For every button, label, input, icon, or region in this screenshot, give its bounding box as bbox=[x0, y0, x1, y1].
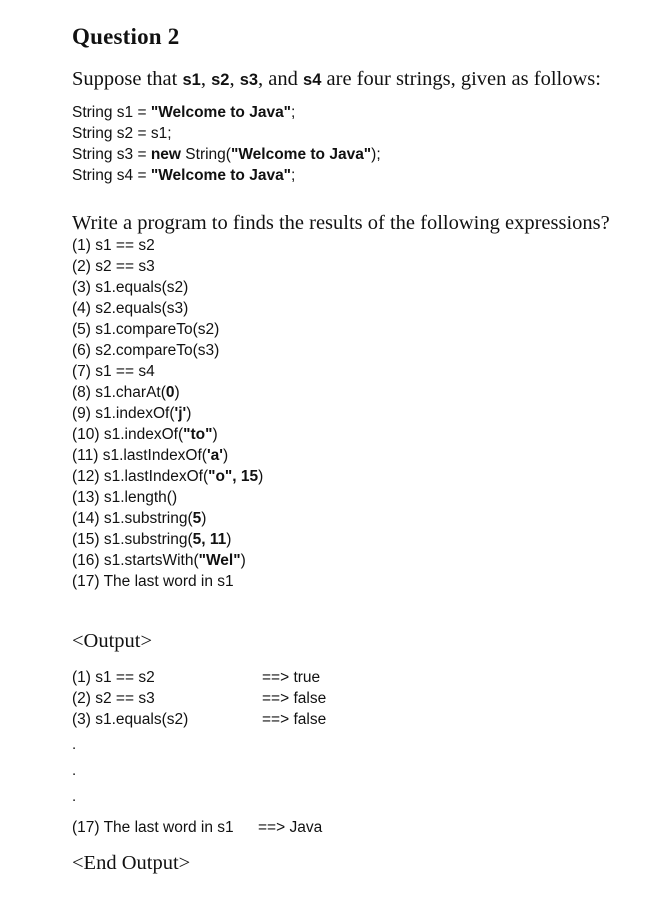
expression-item bbox=[72, 321, 219, 339]
output-result: ==> false bbox=[262, 711, 327, 728]
expression-text: (12) s1.lastIndexOf( bbox=[72, 468, 209, 485]
expression-text: (5) s1.compareTo(s2) bbox=[72, 321, 220, 338]
expression-argument: 5 bbox=[192, 510, 202, 527]
output-result-last: ==> Java bbox=[258, 819, 323, 836]
question-title: Question 2 bbox=[72, 24, 180, 49]
expression-text: ) bbox=[222, 447, 229, 464]
expression-text: ) bbox=[201, 510, 207, 527]
output-expression: (1) s1 == s2 bbox=[72, 669, 155, 686]
intro-sep1: , bbox=[200, 68, 212, 90]
expression-item bbox=[72, 573, 234, 591]
task-prompt: Write a program to finds the results of the following expressions? bbox=[72, 212, 610, 234]
expression-text: ) bbox=[186, 405, 192, 422]
var-s3: s3 bbox=[239, 71, 259, 89]
expression-text: ) bbox=[240, 552, 246, 569]
intro-prefix: Suppose that bbox=[72, 68, 183, 90]
code-text: String s1 = bbox=[72, 104, 151, 121]
code-line bbox=[72, 167, 295, 185]
expression-text: (9) s1.indexOf( bbox=[72, 405, 175, 422]
code-line bbox=[72, 146, 381, 164]
output-expression: (3) s1.equals(s2) bbox=[72, 711, 189, 728]
intro-sentence bbox=[72, 68, 601, 91]
output-expression: (2) s2 == s3 bbox=[72, 690, 155, 707]
expression-item bbox=[72, 258, 155, 276]
code-text: String( bbox=[181, 146, 231, 163]
expression-item bbox=[72, 426, 218, 444]
expression-argument: "Wel" bbox=[198, 552, 241, 569]
expression-item bbox=[72, 510, 206, 528]
expression-item bbox=[72, 447, 228, 465]
expression-argument: "o", 15 bbox=[208, 468, 259, 485]
code-literal: "Welcome to Java" bbox=[150, 167, 292, 184]
intro-suffix: are four strings, given as follows: bbox=[321, 68, 601, 90]
expression-text: ) bbox=[258, 468, 264, 485]
expression-argument: 0 bbox=[165, 384, 175, 401]
expression-argument: 5, 11 bbox=[192, 531, 227, 548]
expression-item bbox=[72, 489, 177, 507]
var-s1: s1 bbox=[182, 71, 201, 89]
expression-argument: 'a' bbox=[206, 447, 223, 464]
expression-item bbox=[72, 237, 155, 255]
expression-text: (16) s1.startsWith( bbox=[72, 552, 199, 569]
expression-text: (4) s2.equals(s3) bbox=[72, 300, 189, 317]
code-text: String s4 = bbox=[72, 167, 151, 184]
expression-text: ) bbox=[212, 426, 218, 443]
intro-sep3: , and bbox=[258, 68, 304, 90]
expression-text: (14) s1.substring( bbox=[72, 510, 193, 527]
expression-item bbox=[72, 405, 191, 423]
expression-text: (13) s1.length() bbox=[72, 489, 178, 506]
expression-item bbox=[72, 531, 231, 549]
expression-text: (6) s2.compareTo(s3) bbox=[72, 342, 220, 359]
code-text: ); bbox=[371, 146, 381, 163]
ellipsis-dot: . bbox=[72, 788, 77, 805]
expression-item bbox=[72, 342, 219, 360]
output-result: ==> false bbox=[262, 690, 327, 707]
expression-item bbox=[72, 384, 180, 402]
ellipsis-dot: . bbox=[72, 736, 77, 753]
end-output-label: <End Output> bbox=[72, 852, 191, 874]
code-text: String s2 = s1; bbox=[72, 125, 172, 142]
var-s4: s4 bbox=[303, 71, 322, 89]
expression-item bbox=[72, 552, 246, 570]
expression-text: (7) s1 == s4 bbox=[72, 363, 155, 380]
expression-item bbox=[72, 363, 155, 381]
expression-text: ) bbox=[174, 384, 180, 401]
expression-item bbox=[72, 468, 263, 486]
code-line bbox=[72, 104, 295, 122]
expression-item bbox=[72, 300, 188, 318]
intro-sep2: , bbox=[229, 68, 240, 90]
expression-text: (10) s1.indexOf( bbox=[72, 426, 184, 443]
expression-text: (11) s1.lastIndexOf( bbox=[72, 447, 207, 464]
expression-text: (17) The last word in s1 bbox=[72, 573, 234, 590]
expression-text: (1) s1 == s2 bbox=[72, 237, 155, 254]
code-keyword: new bbox=[150, 146, 181, 163]
expression-text: (15) s1.substring( bbox=[72, 531, 193, 548]
var-s2: s2 bbox=[211, 71, 230, 89]
expression-text: (3) s1.equals(s2) bbox=[72, 279, 189, 296]
code-text: ; bbox=[291, 167, 296, 184]
expression-item bbox=[72, 279, 188, 297]
code-literal: "Welcome to Java" bbox=[150, 104, 292, 121]
code-text: String s3 = bbox=[72, 146, 151, 163]
output-header: <Output> bbox=[72, 630, 153, 652]
output-result: ==> true bbox=[262, 669, 321, 686]
expression-text: (2) s2 == s3 bbox=[72, 258, 155, 275]
code-literal: "Welcome to Java" bbox=[230, 146, 372, 163]
expression-text: ) bbox=[226, 531, 232, 548]
expression-argument: "to" bbox=[183, 426, 213, 443]
code-line bbox=[72, 125, 172, 143]
output-expression-last: (17) The last word in s1 bbox=[72, 819, 234, 836]
ellipsis-dot: . bbox=[72, 762, 77, 779]
code-text: ; bbox=[291, 104, 296, 121]
expression-text: (8) s1.charAt( bbox=[72, 384, 166, 401]
expression-argument: 'j' bbox=[174, 405, 187, 422]
